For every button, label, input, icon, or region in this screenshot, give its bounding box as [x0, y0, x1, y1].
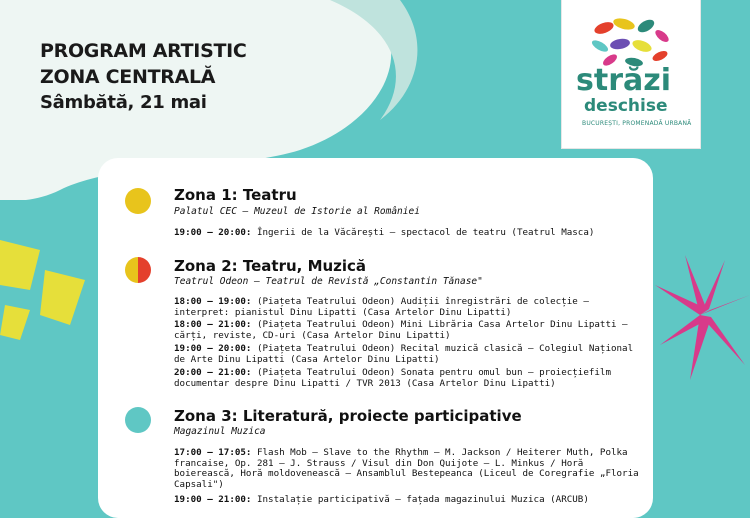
zone1-title: Zona 1: Teatru: [174, 186, 297, 204]
zone1-yellow-dot-icon: [125, 188, 151, 214]
logo-word-deschise: deschise: [584, 96, 668, 116]
zone3-venue: Magazinul Muzica: [174, 426, 266, 437]
yellow-shapes-decoration: [0, 230, 100, 350]
zone1-event: [174, 228, 639, 239]
event-text: Flash Mob – Slave to the Rhythm – M. Jackson / Heiterer Muth, Polka francaise, Op. 281 – J. Strauss / Visul din Don Quijote – L. Minkus / Horă boierească, Horă moldovenească – Ansamblul Bestepeanca (Liceul de Coregrafie „Floria Capsali"): [174, 447, 639, 490]
zone2-event-4: [174, 368, 639, 389]
zone3-title: Zona 3: Literatură, proiecte participative: [174, 407, 522, 425]
zone2-venue: Teatrul Odeon – Teatrul de Revistă „Constantin Tănase": [174, 276, 483, 287]
title-line-1: PROGRAM ARTISTIC: [40, 40, 247, 62]
event-time: 20:00 – 21:00:: [174, 367, 252, 378]
event-text: Instalație participativă – fațada magazinului Muzica (ARCUB): [251, 494, 589, 505]
zone3-event-2: [174, 495, 639, 506]
event-time: 19:00 – 21:00:: [174, 494, 252, 505]
program-card: [98, 158, 653, 518]
event-text: (Piațeta Teatrului Odeon) Mini Librăria Casa Artelor Dinu Lipatti – cărți, reviste, CD-uri (Casa Artelor Dinu Lipatti): [174, 319, 628, 341]
event-time: 19:00 – 20:00:: [174, 343, 252, 354]
zone2-event-1: [174, 297, 639, 318]
logo-word-strazi: străzi: [576, 63, 671, 98]
zone3-teal-dot-icon: [125, 407, 151, 433]
event-text: (Piațeta Teatrului Odeon) Audiții înregistrări de colecție – interpret: pianistul Dinu Lipatti (Casa Artelor Dinu Lipatti): [174, 296, 589, 318]
zone2-event-2: [174, 320, 639, 341]
zone1-venue: Palatul CEC – Muzeul de Istorie al României: [174, 206, 420, 217]
event-date: Sâmbătă, 21 mai: [40, 92, 207, 113]
title-line-2: ZONA CENTRALĂ: [40, 66, 216, 88]
event-text: Îngerii de la Văcărești – spectacol de teatru (Teatrul Masca): [251, 227, 595, 238]
event-time: 18:00 – 19:00:: [174, 296, 252, 307]
leaves-logo-icon: [590, 16, 672, 68]
zone2-title: Zona 2: Teatru, Muzică: [174, 257, 367, 275]
event-text: (Piațeta Teatrului Odeon) Recital muzică clasică – Colegiul Național de Arte Dinu Lipatti (Casa Artelor Dinu Lipatti): [174, 343, 634, 365]
strazi-deschise-logo: [562, 0, 700, 148]
pink-star-decoration: [655, 255, 750, 385]
event-time: 19:00 – 20:00:: [174, 227, 252, 238]
zone2-event-3: [174, 344, 639, 365]
program-title: [40, 38, 247, 116]
zone2-split-dot-icon: [125, 257, 151, 283]
zone3-event-1: [174, 448, 639, 490]
event-text: (Piațeta Teatrului Odeon) Sonata pentru omul bun – proiecțiefilm documentar despre Dinu Lipatti / TVR 2013 (Casa Artelor Dinu Lipatti): [174, 367, 611, 389]
logo-tagline: BUCUREȘTI, PROMENADĂ URBANĂ: [582, 120, 692, 127]
event-time: 18:00 – 21:00:: [174, 319, 252, 330]
event-time: 17:00 – 17:05:: [174, 447, 252, 458]
